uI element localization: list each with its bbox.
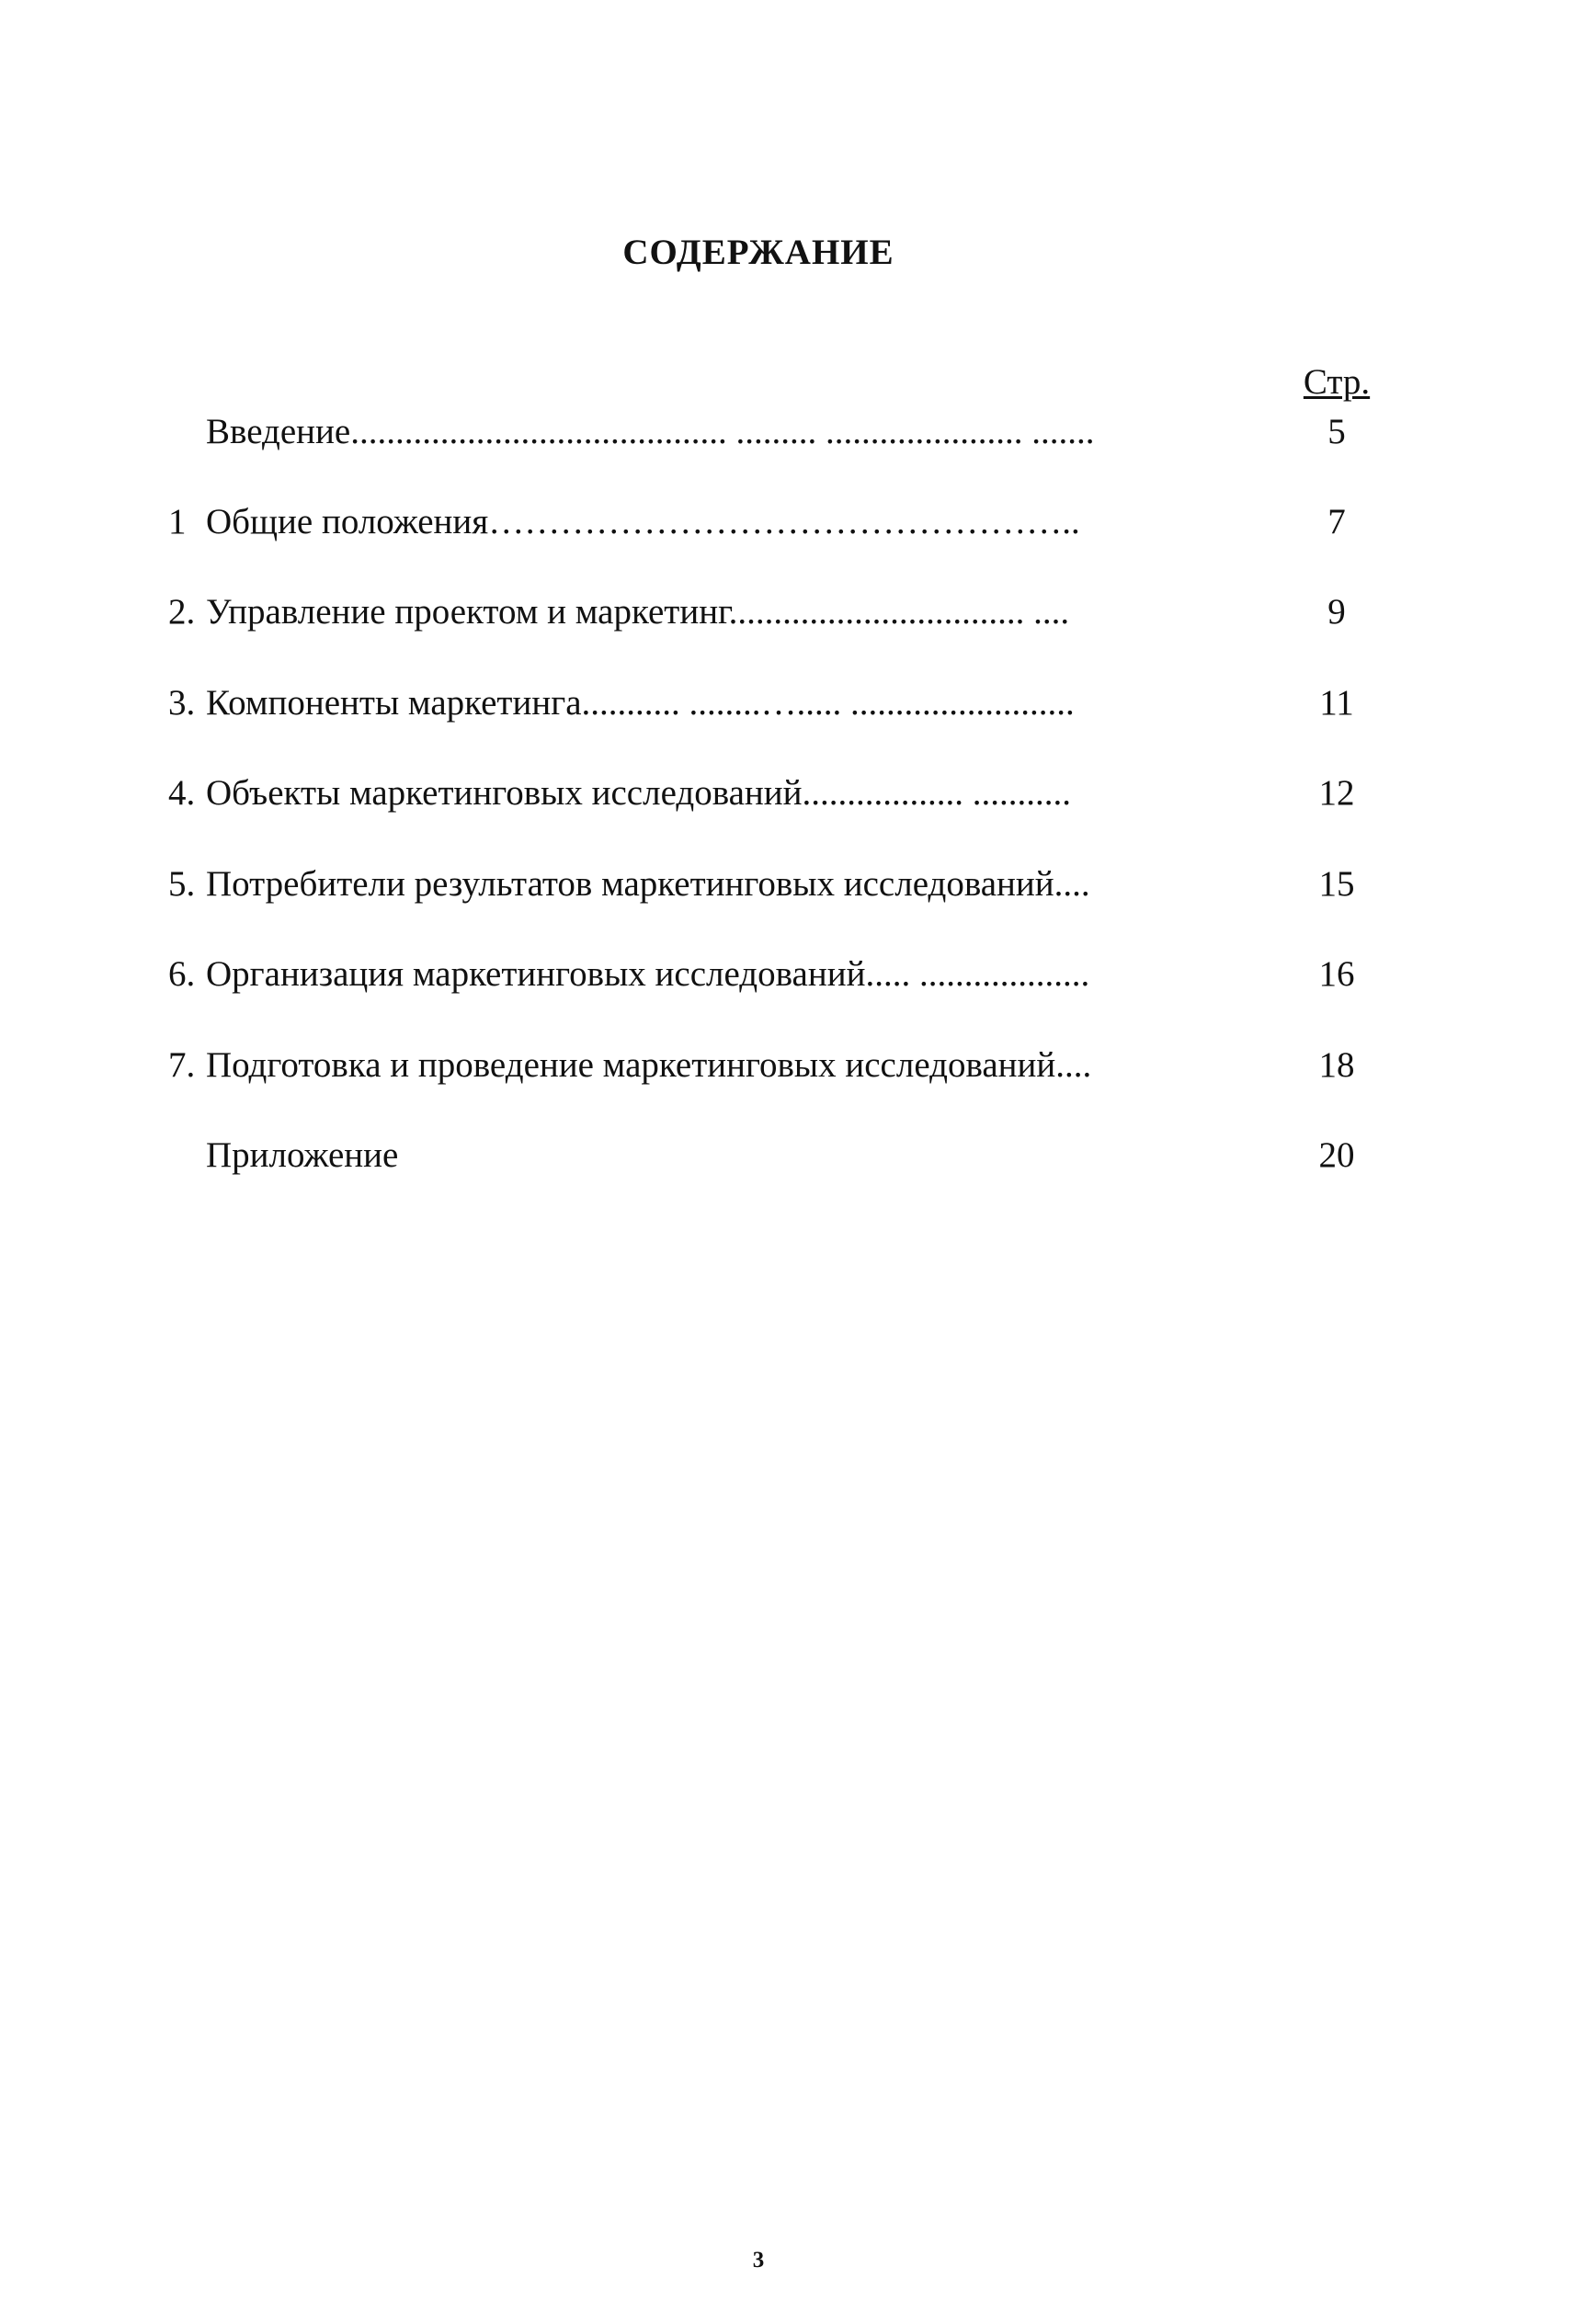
toc-entry-title: Управление проектом и маркетинг................................. .... xyxy=(206,592,1070,632)
toc-entry-number: 3. xyxy=(168,683,196,723)
page-number: 3 xyxy=(752,2248,765,2273)
toc-entry-title: Объекты маркетинговых исследований.................. ........... xyxy=(206,773,1072,813)
toc-entry-appendix xyxy=(0,1134,1572,1190)
toc-entry-page: 20 xyxy=(1318,1135,1355,1175)
toc-entry-page: 5 xyxy=(1327,412,1346,451)
toc-entry-2 xyxy=(0,591,1572,646)
toc-entry-1 xyxy=(0,501,1572,556)
toc-entry-page: 9 xyxy=(1327,592,1346,632)
toc-entry-number: 2. xyxy=(168,592,196,632)
toc-entry-title: Общие положения………………………………………….. xyxy=(206,502,1080,541)
toc-entry-title: Компоненты маркетинга........... ........…..... ......................... xyxy=(206,683,1075,723)
toc-entry-number: 4. xyxy=(168,773,196,813)
toc-entry-title: Подготовка и проведение маркетинговых исследований.... xyxy=(206,1045,1092,1085)
toc-entry-6 xyxy=(0,953,1572,1008)
toc-entry-7 xyxy=(0,1044,1572,1099)
toc-entry-page: 11 xyxy=(1319,683,1354,723)
toc-entry-page: 15 xyxy=(1318,864,1355,904)
toc-entry-3 xyxy=(0,682,1572,737)
toc-entry-number: 6. xyxy=(168,954,196,994)
toc-entry-page: 12 xyxy=(1318,773,1355,813)
toc-entry-number: 7. xyxy=(168,1045,196,1085)
toc-entry-title: Введение.......................................... ......... ...................... ....... xyxy=(206,412,1095,451)
page-title: СОДЕРЖАНИЕ xyxy=(622,233,894,272)
toc-entry-introduction xyxy=(0,411,1572,466)
toc-entry-page: 7 xyxy=(1327,502,1346,541)
toc-entry-title: Приложение xyxy=(206,1135,399,1175)
toc-entry-page: 16 xyxy=(1318,954,1355,994)
toc-entry-5 xyxy=(0,863,1572,918)
toc-entry-title: Организация маркетинговых исследований..... ................... xyxy=(206,954,1090,994)
toc-entry-4 xyxy=(0,772,1572,827)
toc-entry-title: Потребители результатов маркетинговых исследований.... xyxy=(206,864,1090,904)
page-column-header: Стр. xyxy=(1303,362,1371,402)
toc-entry-number: 1 xyxy=(168,502,187,541)
toc-entry-number: 5. xyxy=(168,864,196,904)
toc-entry-page: 18 xyxy=(1318,1045,1355,1085)
